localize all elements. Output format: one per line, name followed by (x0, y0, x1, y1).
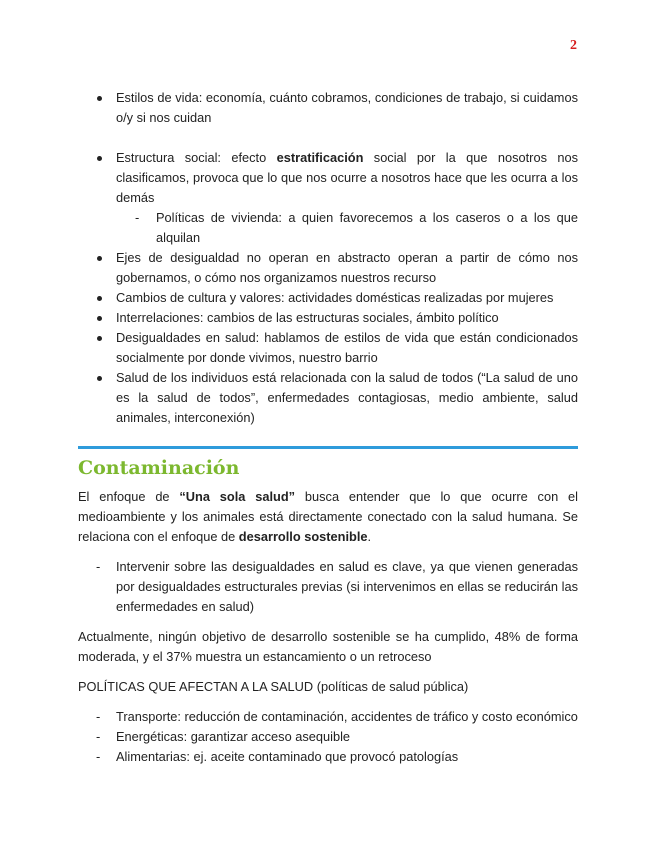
bullet-list (78, 248, 578, 428)
dash-icon: - (135, 210, 140, 225)
bullet-icon (97, 256, 102, 261)
bullet-icon (97, 376, 102, 381)
list-item: - Transporte: reducción de contaminación, accidentes de tráfico y costo económico (78, 707, 578, 727)
list-item: Salud de los individuos está relacionada con la salud de todos (“La salud de uno es la salud de todos”, enfermedades contagiosas, medio ambiente, salud animales, interconexión) (78, 368, 578, 428)
dash-list (78, 557, 578, 617)
list-item: Estilos de vida: economía, cuánto cobramos, condiciones de trabajo, si cuidamos o/y si nos cuidan (78, 88, 578, 128)
bullet-icon (97, 316, 102, 321)
bullet-icon (97, 156, 102, 161)
section-title: Contaminación (78, 457, 240, 479)
policies-list (78, 707, 578, 767)
page-number: 2 (570, 38, 577, 53)
list-item: - Intervenir sobre las desigualdades en salud es clave, ya que vienen generadas por desigualdades estructurales previas (si intervenimos en ellas se reducirán las enfermedades en salud) (96, 559, 578, 614)
list-item: - Alimentarias: ej. aceite contaminado que provocó patologías (78, 747, 578, 767)
bullet-list (78, 88, 578, 208)
policies-heading: POLÍTICAS QUE AFECTAN A LA SALUD (políticas de salud pública) (78, 679, 469, 694)
dash-icon: - (96, 729, 101, 744)
sub-list (78, 208, 578, 248)
section-divider (78, 446, 578, 449)
dash-icon: - (96, 559, 101, 574)
bullet-icon (97, 96, 102, 101)
list-item: - Energéticas: garantizar acceso asequible (78, 727, 578, 747)
list-item: Interrelaciones: cambios de las estructuras sociales, ámbito político (78, 308, 578, 328)
dash-icon: - (96, 709, 101, 724)
document-body (78, 88, 578, 767)
list-item: Desigualdades en salud: hablamos de estilos de vida que están condicionados socialmente por donde vivimos, nuestro barrio (78, 328, 578, 368)
sdg-paragraph: Actualmente, ningún objetivo de desarrollo sostenible se ha cumplido, 48% de forma moderada, y el 37% muestra un estancamiento o un retroceso (78, 629, 578, 664)
dash-icon: - (96, 749, 101, 764)
bullet-icon (97, 296, 102, 301)
list-item: Cambios de cultura y valores: actividades domésticas realizadas por mujeres (78, 288, 578, 308)
list-item: Estructura social: efecto estratificación social por la que nosotros nos clasificamos, provoca que lo que nos ocurre a nosotros hace que les ocurra a los demás (78, 148, 578, 208)
sub-list-item: - Políticas de vivienda: a quien favorecemos a los caseros o a los que alquilan (135, 210, 578, 245)
bullet-icon (97, 336, 102, 341)
intro-paragraph: El enfoque de “Una sola salud” busca entender que lo que ocurre con el medioambiente y los animales está directamente conectado con la salud humana. Se relaciona con el enfoque de desarrollo sostenible. (78, 489, 578, 544)
list-item: Ejes de desigualdad no operan en abstracto operan a partir de cómo nos gobernamos, o cómo nos organizamos nuestros recurso (78, 248, 578, 288)
